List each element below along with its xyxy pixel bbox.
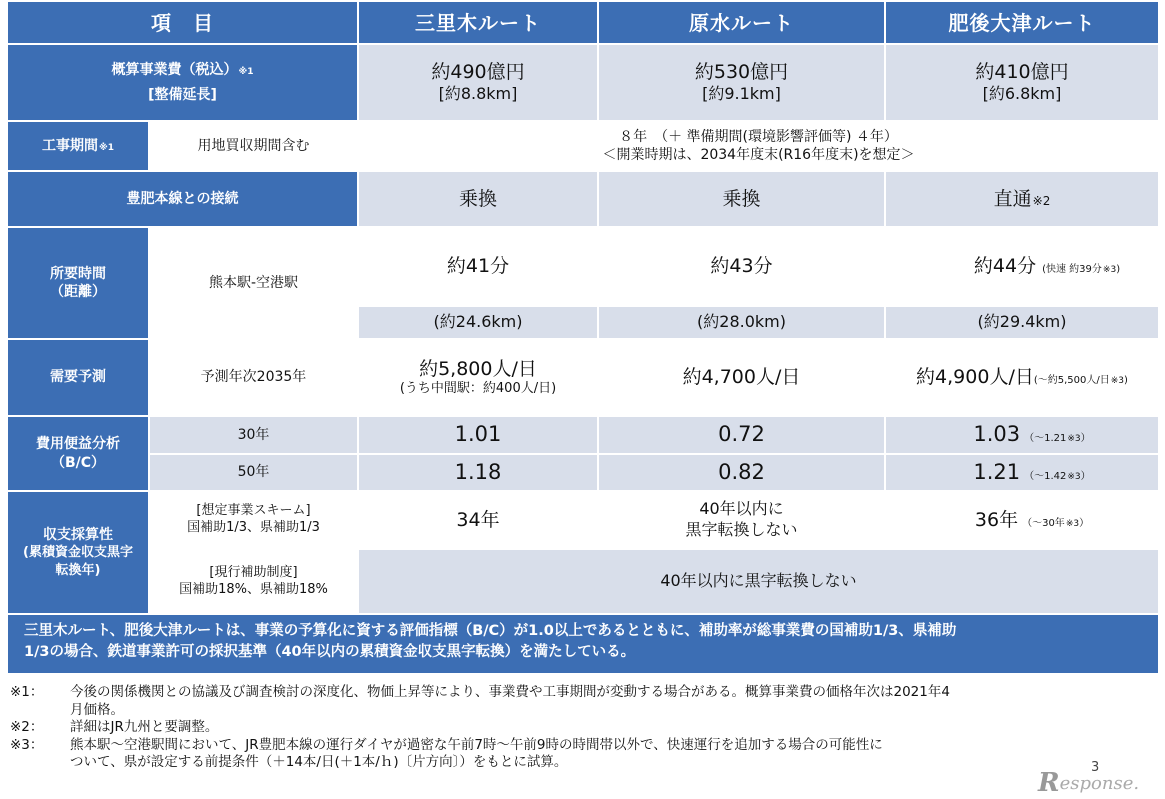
demand-sub: 予測年次2035年: [150, 340, 357, 415]
cost-label: [8, 45, 357, 120]
connection-misatogi: 乗換: [359, 172, 597, 226]
travel-express-note: ※3: [1102, 265, 1117, 276]
page-number: 3: [1091, 760, 1100, 775]
profit-scheme-haramizu: [599, 492, 884, 548]
profit-label-line2: (累積資金収支黒字: [23, 545, 133, 561]
cost-length: [約6.8km]: [982, 84, 1062, 104]
footnote: [10, 684, 1060, 719]
cost-higo-ozu: [886, 45, 1158, 120]
connection-haramizu: 乗換: [599, 172, 884, 226]
footnote-text: 詳細はJR九州と要調整。: [70, 719, 219, 736]
connection-value: 直通: [993, 187, 1032, 210]
travel-time-misatogi: 約41分: [359, 228, 597, 305]
demand-midstation: (うち中間駅：約400人/日): [399, 381, 557, 397]
connection-note: ※2: [1032, 193, 1051, 208]
bc-50-misatogi: 1.18: [359, 455, 597, 490]
travel-label: [8, 228, 148, 338]
bc-extra: （～1.42: [1024, 470, 1067, 482]
demand-extra-close: ): [1124, 375, 1128, 387]
header-route-misatogi: 三里木ルート: [359, 2, 597, 43]
conclusion-line2: 1/3の場合、鉄道事業許可の採択基準（40年以内の累積資金収支黒字転換）を満たしている。: [24, 644, 636, 661]
demand-misatogi: [359, 340, 597, 415]
travel-label-line1: 所要時間: [50, 265, 106, 282]
cost-value: 約490億円: [431, 60, 525, 83]
connection-label: 豊肥本線との接続: [8, 172, 357, 226]
demand-extra: (～約5,500人/日: [1033, 375, 1110, 387]
profit-label-line3: 転換年): [55, 562, 101, 578]
bc-extra-note: ※3: [1067, 434, 1081, 445]
bc-value: 1.03: [973, 422, 1021, 447]
travel-express-close: ): [1116, 264, 1121, 276]
cost-length: [約9.1km]: [702, 84, 781, 104]
cost-label-main: 概算事業費（税込）: [111, 62, 238, 79]
profit-scheme-sub-line2: 国補助1/3、県補助1/3: [187, 520, 320, 535]
profit-label: [8, 492, 148, 613]
cost-value: 約530億円: [694, 60, 789, 83]
bc-30-higo-ozu: [886, 417, 1158, 453]
period-value: [359, 122, 1158, 170]
profit-scheme-line1: 40年以内に: [699, 499, 784, 519]
period-label-text: 工事期間: [41, 137, 98, 154]
conclusion-banner: [8, 615, 1158, 673]
profit-current-merged: 40年以内に黒字転換しない: [359, 550, 1158, 613]
demand-higo-ozu: [886, 340, 1158, 415]
travel-sub: 熊本駅-空港駅: [150, 228, 357, 338]
profit-scheme-higo-ozu: [886, 492, 1158, 548]
profit-scheme-sub: [150, 492, 357, 548]
conclusion-line1: 三里木ルート、肥後大津ルートは、事業の予算化に資する評価指標（B/C）が1.0以上であるとともに、補助率が総事業費の国補助1/3、県補助: [24, 623, 957, 639]
cost-label-note: ※1: [238, 67, 254, 78]
travel-time-haramizu: 約43分: [599, 228, 884, 305]
response-logo: [1038, 768, 1139, 798]
footnote-text: 月価格。: [70, 701, 124, 718]
logo-letter: R: [1038, 768, 1060, 798]
travel-time-higo-ozu: [886, 228, 1158, 305]
demand-haramizu: 約4,700人/日: [599, 340, 884, 415]
bc-50-haramizu: 0.82: [599, 455, 884, 490]
profit-extra-close: ）: [1079, 517, 1090, 529]
travel-time-value: 約44分: [973, 255, 1037, 278]
period-sub: 用地買収期間含む: [150, 122, 357, 170]
footnote-mark: ※1：: [10, 684, 44, 700]
demand-label: 需要予測: [8, 340, 148, 415]
travel-express: (快速 約39分: [1042, 264, 1102, 276]
footnote: [10, 737, 1060, 772]
bc-30-haramizu: 0.72: [599, 417, 884, 453]
footnote-text: 今後の関係機関との協議及び調査検討の深度化、物価上昇等により、事業費や工事期間が変動する場合がある。概算事業費の価格年次は2021年4: [70, 684, 950, 700]
footnotes: [10, 684, 1060, 772]
bc-extra-note: ※3: [1067, 471, 1081, 482]
profit-current-sub-line2: 国補助18%、県補助18%: [179, 581, 328, 597]
bc-label: [8, 417, 148, 490]
header-route-higo-ozu: 肥後大津ルート: [886, 2, 1158, 43]
footnote-text: ついて、県が設定する前提条件（＋14本/日(＋1本/ｈ)〔片方向〕）をもとに試算。: [70, 754, 568, 771]
period-label-note: ※1: [98, 142, 114, 153]
demand-value: 約5,800人/日: [419, 357, 537, 380]
profit-value: 36年: [974, 508, 1019, 531]
bc-value: 1.21: [973, 459, 1021, 484]
bc-30-misatogi: 1.01: [359, 417, 597, 453]
travel-distance-misatogi: (約24.6km): [359, 307, 597, 338]
profit-scheme-line2: 黒字転換しない: [685, 520, 798, 539]
cost-value: 約410億円: [975, 60, 1069, 83]
profit-label-line1: 収支採算性: [43, 526, 113, 543]
period-line2: ＜開業時期は、2034年度末(R16年度末)を想定＞: [602, 147, 915, 163]
profit-scheme-misatogi: 34年: [359, 492, 597, 548]
footnote: [10, 719, 1060, 737]
travel-label-line2: （距離）: [50, 284, 106, 300]
bc-extra: （～1.21: [1024, 433, 1067, 445]
travel-distance-haramizu: (約28.0km): [599, 307, 884, 338]
profit-extra-note: ※3: [1065, 518, 1080, 529]
header-route-haramizu: 原水ルート: [599, 2, 884, 43]
demand-value: 約4,900人/日: [916, 366, 1034, 389]
footnote-text: 熊本駅～空港駅間において、JR豊肥本線の運行ダイヤが過密な午前7時～午前9時の時間帯以外で、快速運行を追加する場合の可能性に: [70, 736, 883, 753]
profit-scheme-sub-line1: [想定事業スキーム]: [196, 503, 311, 519]
connection-higo-ozu: [886, 172, 1158, 226]
footnote-mark: ※2：: [10, 719, 44, 736]
bc-extra-close: ）: [1080, 433, 1091, 445]
bc-label-line2: （B/C）: [50, 454, 106, 471]
bc-label-line1: 費用便益分析: [36, 436, 120, 453]
bc-sub-50: 50年: [150, 455, 357, 490]
footnote-mark: ※3：: [10, 736, 44, 753]
profit-current-sub: [150, 550, 357, 613]
bc-extra-close: ）: [1080, 470, 1091, 482]
travel-distance-higo-ozu: (約29.4km): [886, 307, 1158, 338]
cost-misatogi: [359, 45, 597, 120]
logo-text: esponse.: [1059, 772, 1140, 794]
demand-extra-note: ※3: [1110, 376, 1125, 387]
cost-haramizu: [599, 45, 884, 120]
profit-extra: （～30年: [1022, 517, 1065, 529]
bc-sub-30: 30年: [150, 417, 357, 453]
period-line1: ８年 （＋ 準備期間(環境影響評価等) ４年）: [619, 128, 898, 145]
cost-label-sub: [整備延長]: [148, 86, 217, 103]
period-label: [8, 122, 148, 170]
cost-length: [約8.8km]: [438, 84, 518, 104]
profit-current-sub-line1: [現行補助制度]: [209, 564, 298, 580]
header-item: 項 目: [8, 2, 357, 43]
bc-50-higo-ozu: [886, 455, 1158, 490]
